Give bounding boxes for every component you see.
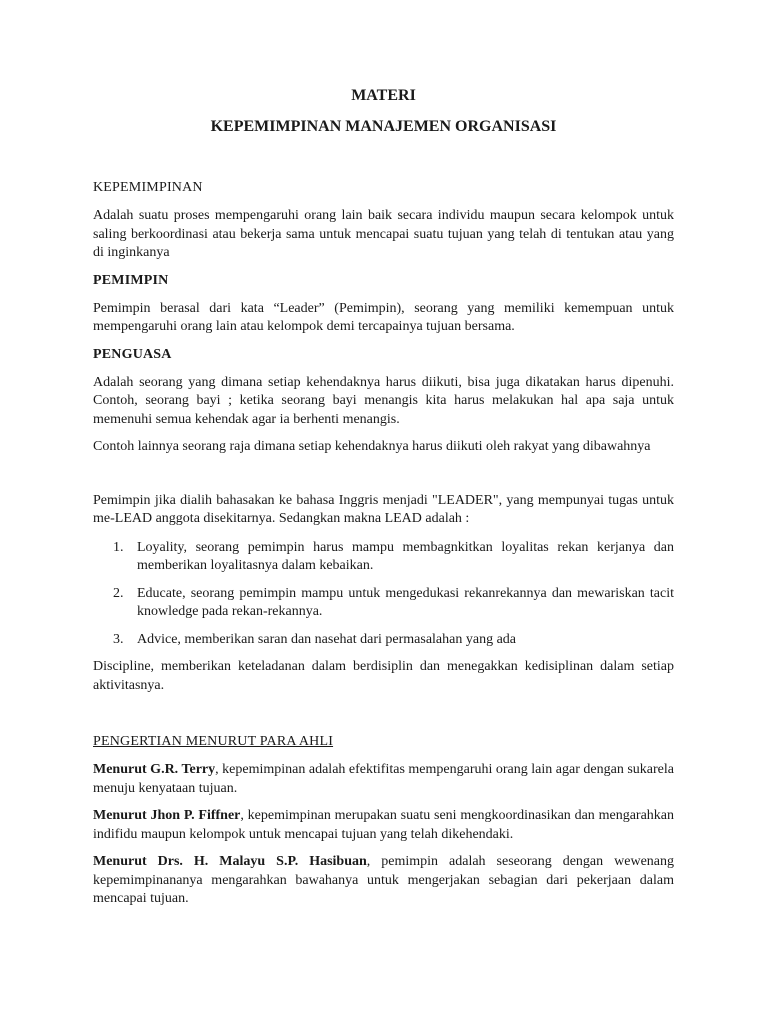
heading-penguasa: PENGUASA: [93, 346, 172, 362]
document-subtitle: KEPEMIMPINAN MANAJEMEN ORGANISASI: [210, 118, 557, 135]
document-content: [93, 86, 674, 909]
paragraph-discipline: Discipline, memberikan keteladanan dalam berdisiplin dan menegakkan kedisiplinan dalam setiap aktivitasnya.: [93, 659, 674, 693]
paragraph-hasibuan: [93, 853, 674, 909]
heading-para-ahli: PENGERTIAN MENURUT PARA AHLI: [93, 734, 334, 749]
paragraph-penguasa-2: Contoh lainnya seorang raja dimana setiap kehendaknya harus diikuti oleh rakyat yang dibawahnya: [93, 439, 651, 454]
paragraph-fiffner: [93, 807, 674, 844]
paragraph-lead-intro: Pemimpin jika dialih bahasakan ke bahasa Inggris menjadi "LEADER", yang mempunyai tugas untuk me-LEAD anggota disekitarnya. Sedangkan makna LEAD adalah :: [93, 492, 674, 526]
list-item-number: 1.: [113, 539, 124, 555]
document-title: MATERI: [351, 87, 416, 104]
expert-text-terry: , kepemimpinan adalah efektifitas mempengaruhi orang lain agar dengan sukarela menuju kenyataan tujuan.: [93, 762, 674, 796]
lead-list: [93, 539, 674, 650]
list-item-number: 3.: [113, 631, 124, 647]
list-item-text: Educate, seorang pemimpin mampu untuk mengedukasi rekanrekannya dan mewariskan tacit knowledge pada rekan-rekannya.: [137, 585, 674, 619]
paragraph-kepemimpinan: Adalah suatu proses mempengaruhi orang lain baik secara individu maupun secara kelompok untuk saling berkoordinasi atau bekerja sama untuk mencapai suatu tujuan yang telah di tentukan atau yang di inginkanya: [93, 208, 674, 260]
expert-name-fiffner: Menurut Jhon P. Fiffner: [93, 808, 241, 823]
expert-name-hasibuan: Menurut Drs. H. Malayu S.P. Hasibuan: [93, 854, 367, 869]
list-item-text: Loyality, seorang pemimpin harus mampu membagnkitkan loyalitas rekan kerjanya dan memberikan loyalitasnya dalam kebaikan.: [137, 539, 674, 573]
expert-text-hasibuan: , pemimpin adalah seseorang dengan wewenang kepemimpinananya mengarahkan bawahanya untuk mengerjakan sebagian dari pekerjaan dalam mencapai tujuan.: [93, 854, 674, 906]
paragraph-pemimpin: Pemimpin berasal dari kata “Leader” (Pemimpin), seorang yang memiliki kemempuan untuk mempengaruhi orang lain atau kelompok demi tercapainya tujuan bersama.: [93, 300, 674, 334]
paragraph-terry: [93, 761, 674, 798]
list-item: [93, 631, 674, 650]
list-item: [93, 539, 674, 576]
heading-pemimpin: PEMIMPIN: [93, 272, 169, 288]
paragraph-penguasa-1: Adalah seorang yang dimana setiap kehendaknya harus diikuti, bisa juga dikatakan harus dipenuhi. Contoh, seorang bayi ; ketika seorang bayi menangis kita harus melakukan hal apa saja untuk memenuhi semua kehendak agar ia berhenti menangis.: [93, 374, 674, 427]
expert-name-terry: Menurut G.R. Terry: [93, 762, 216, 777]
list-item-number: 2.: [113, 585, 124, 601]
expert-text-fiffner: , kepemimpinan merupakan suatu seni mengkoordinasikan dan mengarahkan indifidu maupun kelompok untuk mencapai tujuan yang telah dikehendaki.: [93, 808, 674, 842]
list-item: [93, 585, 674, 622]
list-item-text: Advice, memberikan saran dan nasehat dari permasalahan yang ada: [137, 631, 516, 647]
heading-kepemimpinan: KEPEMIMPINAN: [93, 180, 203, 195]
